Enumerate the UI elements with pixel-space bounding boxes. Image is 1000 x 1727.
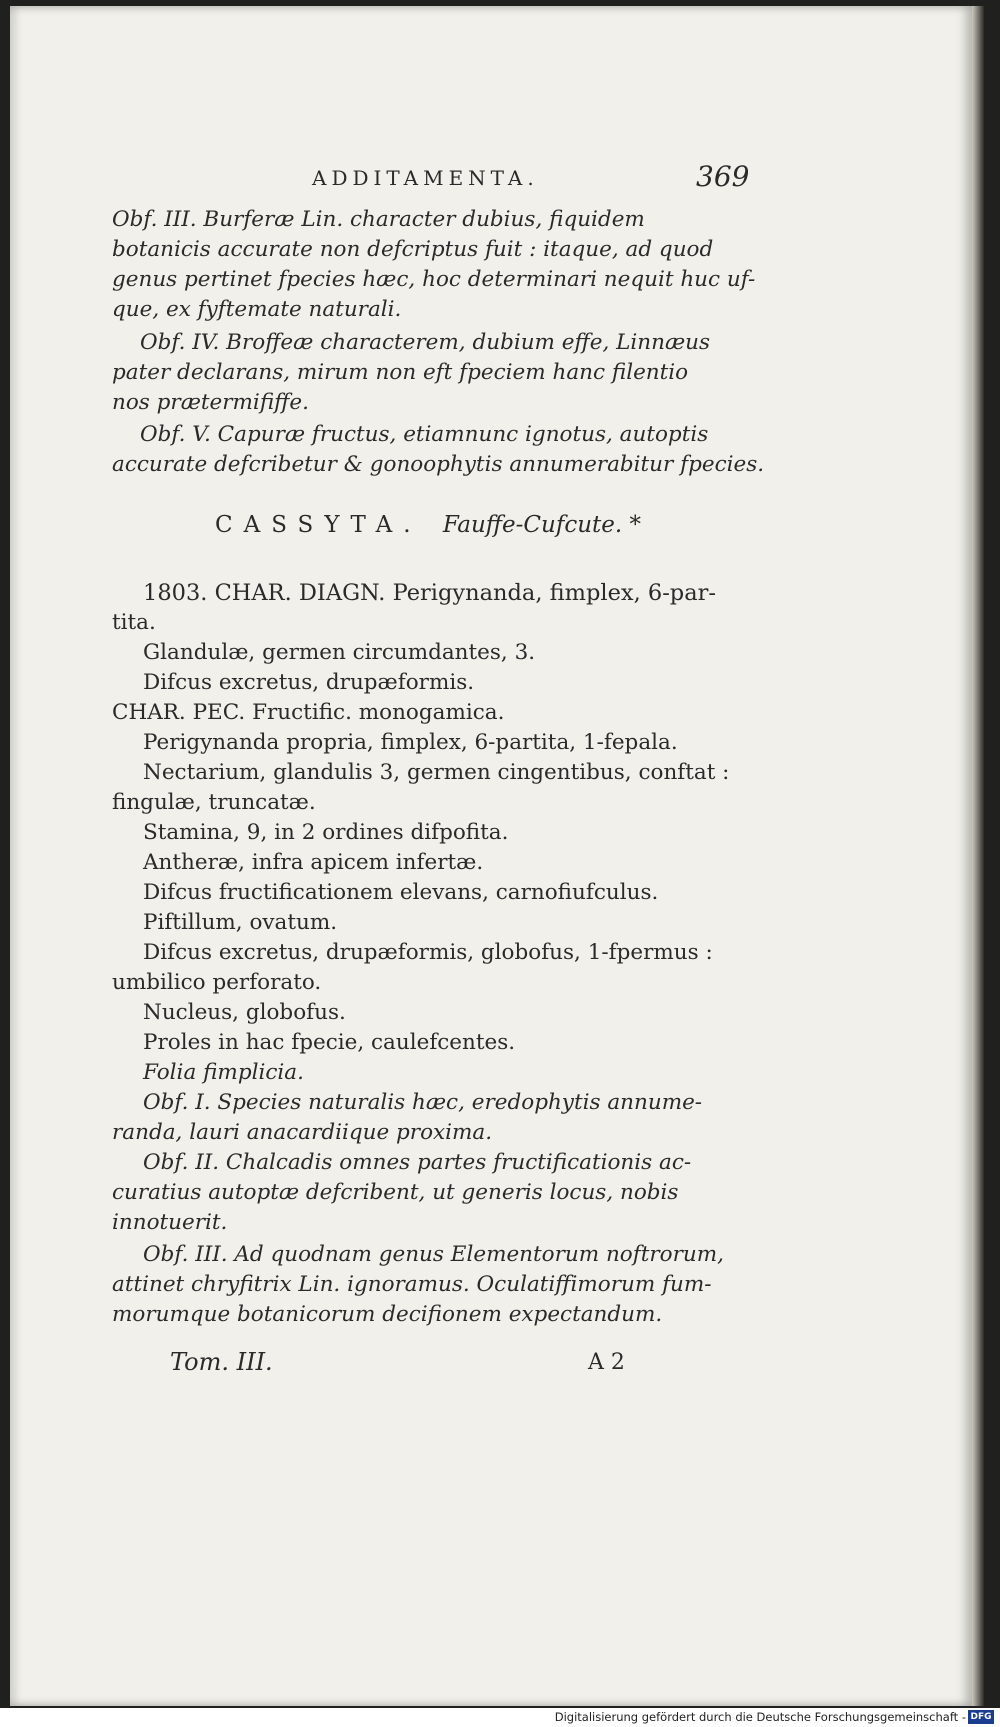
text-line: Stamina, 9, in 2 ordines difpofita. [143, 820, 509, 845]
text-line: accurate defcribetur & gonoophytis annumerabitur fpecies. [112, 452, 765, 477]
text-line: CHAR. PEC. Fructific. monogamica. [112, 700, 505, 725]
text-line: Obf. III. Ad quodnam genus Elementorum noftrorum, [143, 1242, 724, 1267]
text-line: Difcus fructificationem elevans, carnofiufculus. [143, 880, 659, 905]
text-line: Obf. I. Species naturalis hæc, eredophytis annume- [143, 1090, 703, 1115]
text-line: 1803. CHAR. DIAGN. Perigynanda, fimplex, 6-par- [143, 580, 716, 606]
text-line: botanicis accurate non defcriptus fuit : itaque, ad quod [112, 237, 714, 262]
page-number: 369 [696, 160, 750, 193]
text-line: Piftillum, ovatum. [143, 910, 338, 935]
text-line: Nectarium, glandulis 3, germen cingentibus, conftat : [143, 760, 730, 785]
genus-vernacular: Fauffe-Cufcute. * [442, 512, 642, 538]
text-line: morumque botanicorum decifionem expectandum. [112, 1302, 663, 1327]
footer-volume: Tom. III. [170, 1348, 273, 1376]
text-line: genus pertinet fpecies hæc, hoc determinari nequit huc uf- [112, 267, 756, 292]
text-line: Difcus excretus, drupæformis. [143, 670, 475, 695]
text-line: Obf. V. Capuræ fructus, etiamnunc ignotus, autoptis [140, 422, 709, 447]
text-line: Obf. II. Chalcadis omnes partes fructificationis ac- [143, 1150, 692, 1175]
text-line: Glandulæ, germen circumdantes, 3. [143, 640, 536, 665]
text-line: Obf. IV. Broffeæ characterem, dubium effe, Linnæus [140, 330, 711, 355]
dfg-logo: DFG [968, 1710, 994, 1724]
text-line: randa, lauri anacardiique proxima. [112, 1120, 493, 1145]
text-line: Nucleus, globofus. [143, 1000, 346, 1025]
genus-heading [215, 512, 641, 538]
page-edge [972, 6, 984, 1706]
text-line: Obf. III. Burferæ Lin. character dubius, fiquidem [112, 207, 645, 232]
text-line: Antheræ, infra apicem infertæ. [143, 850, 484, 875]
running-head: ADDITAMENTA. [312, 166, 539, 190]
text-line: umbilico perforato. [112, 970, 322, 995]
text-line: que, ex fyftemate naturali. [112, 297, 402, 322]
text-line: innotuerit. [112, 1210, 228, 1235]
text-line: attinet chryfitrix Lin. ignoramus. Oculatiffimorum fum- [112, 1272, 712, 1297]
text-line: curatius autoptæ defcribent, ut generis locus, nobis [112, 1180, 679, 1205]
text-line: Folia fimplicia. [143, 1060, 304, 1085]
text-line: Proles in hac fpecie, caulefcentes. [143, 1030, 516, 1055]
genus-name: CASSYTA. [215, 512, 422, 538]
text-line: nos prætermififfe. [112, 390, 309, 415]
text-line: tita. [112, 610, 156, 635]
text-line: fingulæ, truncatæ. [112, 790, 316, 815]
text-line: Difcus excretus, drupæformis, globofus, 1-fpermus : [143, 940, 713, 965]
text-line: Perigynanda propria, fimplex, 6-partita, 1-fepala. [143, 730, 678, 755]
footer-signature: A 2 [588, 1350, 625, 1375]
text-line: pater declarans, mirum non eft fpeciem hanc filentio [112, 360, 689, 385]
credit-text: Digitalisierung gefördert durch die Deutsche Forschungsgemeinschaft - [554, 1710, 966, 1724]
